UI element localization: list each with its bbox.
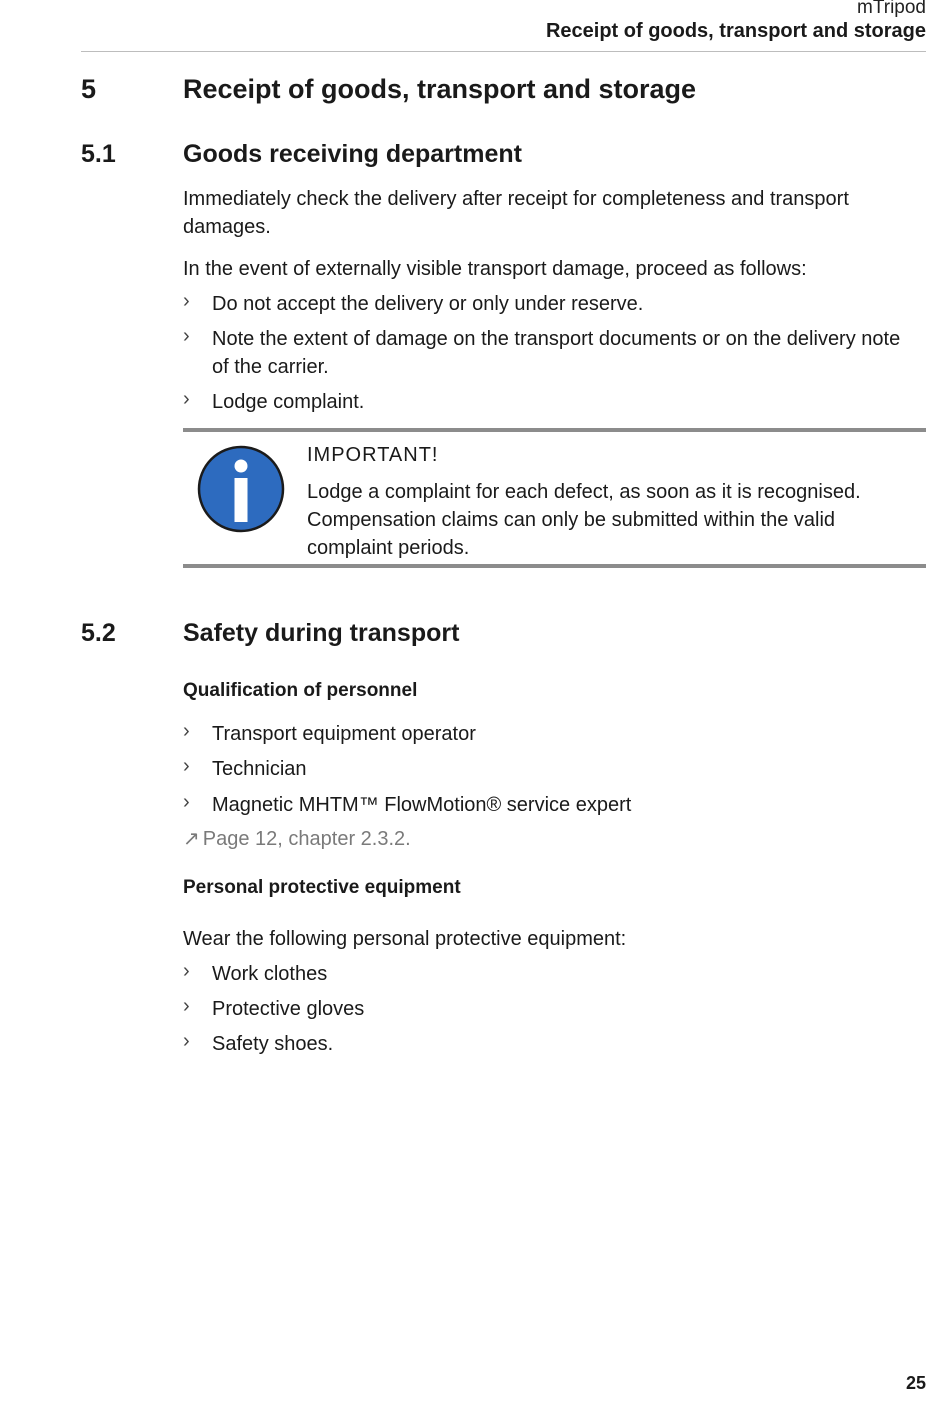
- list-item-text: Safety shoes.: [212, 1033, 334, 1055]
- list-item-text: Protective gloves: [212, 998, 365, 1020]
- page-header: [81, 0, 926, 52]
- chevron-right-icon: ›: [183, 791, 190, 813]
- arrow-up-right-icon: ↗: [183, 828, 200, 850]
- section-title: Receipt of goods, transport and storage: [183, 74, 697, 104]
- list-item-text: Technician: [212, 758, 307, 780]
- info-icon: [197, 445, 285, 533]
- list-item-text: Magnetic MHTM™ FlowMotion® service expert: [212, 794, 632, 816]
- list-item: [183, 960, 913, 988]
- list-item-text: Note the extent of damage on the transport documents or on the delivery note of the carrier.: [212, 328, 901, 378]
- section-title: Goods receiving department: [183, 140, 522, 168]
- chevron-right-icon: ›: [183, 325, 190, 347]
- section-title: Safety during transport: [183, 619, 460, 647]
- chevron-right-icon: ›: [183, 720, 190, 742]
- list-item: [183, 325, 913, 381]
- list-item: [183, 388, 913, 416]
- notice-title: IMPORTANT!: [307, 444, 439, 466]
- intro-paragraph: Immediately check the delivery after receipt for completeness and transport damages.: [183, 188, 849, 238]
- list-item: [183, 720, 913, 748]
- header-chapter-title: Receipt of goods, transport and storage: [545, 20, 926, 42]
- list-item: [183, 791, 913, 819]
- list-item-text: Do not accept the delivery or only under reserve.: [212, 293, 644, 315]
- header-product-name: mTripod: [857, 0, 926, 18]
- list-item: [183, 1030, 913, 1058]
- list-item: [183, 995, 913, 1023]
- ppe-heading: Personal protective equipment: [183, 877, 461, 898]
- page-number: 25: [905, 1373, 926, 1393]
- list-item-text: Lodge complaint.: [212, 391, 365, 413]
- cross-reference-text: Page 12, chapter 2.3.2.: [202, 828, 411, 850]
- list-item-text: Transport equipment operator: [212, 723, 476, 745]
- notice-body: Lodge a complaint for each defect, as soon as it is recognised. Compensation claims can only be submitted within the valid complaint periods.: [307, 481, 861, 559]
- list-item-text: Work clothes: [212, 963, 328, 985]
- chevron-right-icon: ›: [183, 755, 190, 777]
- lead-paragraph: In the event of externally visible transport damage, proceed as follows:: [183, 258, 807, 280]
- section-number: 5.2: [81, 619, 116, 647]
- chevron-right-icon: ›: [183, 1030, 190, 1052]
- important-notice: [183, 428, 926, 568]
- chevron-right-icon: ›: [183, 290, 190, 312]
- section-number: 5: [81, 74, 97, 104]
- cross-reference-link[interactable]: [183, 826, 411, 851]
- section-number: 5.1: [81, 140, 116, 168]
- list-item: [183, 290, 913, 318]
- ppe-lead-paragraph: Wear the following personal protective equipment:: [183, 928, 627, 950]
- chevron-right-icon: ›: [183, 388, 190, 410]
- qualification-heading: Qualification of personnel: [183, 680, 418, 701]
- list-item: [183, 755, 913, 783]
- chevron-right-icon: ›: [183, 995, 190, 1017]
- chevron-right-icon: ›: [183, 960, 190, 982]
